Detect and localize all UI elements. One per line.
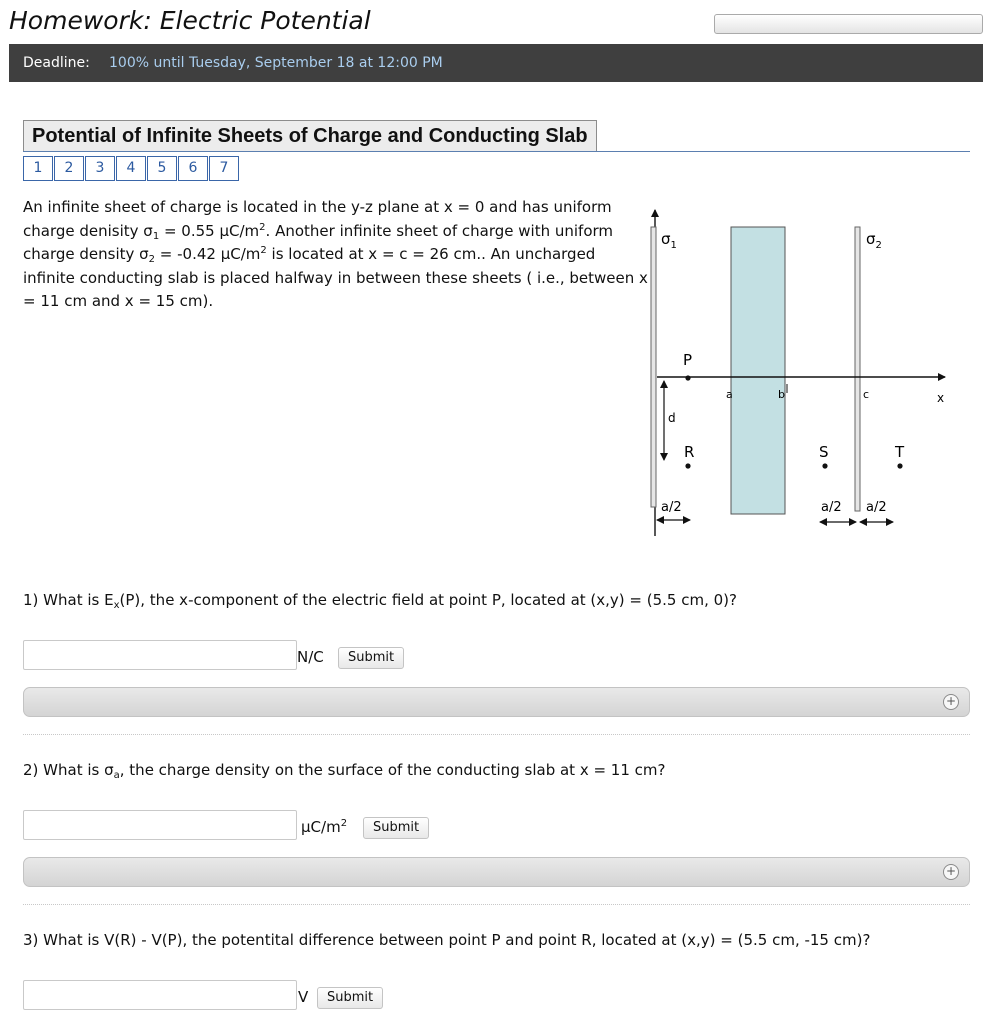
answer-input-2[interactable]: [23, 810, 297, 840]
half-a-label-3: a/2: [866, 500, 887, 515]
page-tab-4[interactable]: 4: [116, 156, 146, 181]
conducting-slab: [731, 227, 785, 514]
unit-label-3: V: [298, 988, 309, 1006]
top-right-control[interactable]: [714, 14, 983, 34]
label-d: d: [668, 411, 676, 425]
question-1: 1) What is $E_x(P)$, the x-component of the electric field at point P, located at (x,y) = (5.5 cm, 0)?: [23, 591, 737, 611]
label-b: b: [778, 388, 785, 401]
charge-sheets-diagram: [640, 198, 970, 540]
unit-label-2: $\mu C/m^2$: [301, 818, 348, 836]
half-a-label-1: a/2: [661, 500, 682, 515]
label-c: c: [863, 388, 870, 401]
plus-icon[interactable]: +: [943, 864, 959, 880]
hint-bar-2[interactable]: [23, 857, 970, 887]
divider-1: [23, 734, 970, 735]
submit-button-1[interactable]: Submit: [338, 647, 404, 669]
label-a: a: [726, 388, 733, 401]
deadline-bar: [9, 44, 983, 82]
page-tab-5[interactable]: 5: [147, 156, 177, 181]
plus-icon[interactable]: +: [943, 694, 959, 710]
point-r: [685, 463, 690, 468]
answer-input-1[interactable]: [23, 640, 297, 670]
deadline-label: Deadline:: [23, 55, 90, 71]
title-divider: [23, 151, 970, 152]
divider-2: [23, 904, 970, 905]
page-tab-1[interactable]: 1: [23, 156, 53, 181]
sheet-1: [651, 227, 656, 507]
answer-input-3[interactable]: [23, 980, 297, 1010]
point-t: [897, 463, 902, 468]
label-p: P: [683, 351, 693, 369]
label-s: S: [819, 443, 829, 461]
half-a-label-2: a/2: [821, 500, 842, 515]
sheet-2: [855, 227, 860, 511]
page-tab-7[interactable]: 7: [209, 156, 239, 181]
point-p: [685, 375, 690, 380]
unit-label-1: N/C: [297, 648, 324, 666]
question-2: 2) What is $\sigma_a$, the charge density on the surface of the conducting slab at x = 11 cm?: [23, 761, 666, 781]
point-s: [822, 463, 827, 468]
submit-button-3[interactable]: Submit: [317, 987, 383, 1009]
label-t: T: [895, 443, 905, 461]
homework-title: Homework: Electric Potential: [9, 6, 371, 35]
sigma-2-label: $\sigma_2$: [866, 230, 882, 251]
deadline-text: 100% until Tuesday, September 18 at 12:00 PM: [109, 55, 443, 71]
submit-button-2[interactable]: Submit: [363, 817, 429, 839]
problem-statement: An infinite sheet of charge is located in the y-z plane at x = 0 and has uniform charge denisity $\sigma_1 = 0.55$ $\mu C/m^2$. Another infinite sheet of charge with uniform charge density $\sigma_2 = -0.42$ $\mu C/m^2$ is located at x = c = 26 cm.. An uncharged infinite conducting slab is placed halfway in between these sheets ( i.e., between x = 11 cm and x = 15 cm).: [23, 198, 648, 310]
question-3: 3) What is V(R) - V(P), the potentital difference between point P and point R, located at (x,y) = (5.5 cm, -15 cm)?: [23, 931, 871, 949]
page-tab-3[interactable]: 3: [85, 156, 115, 181]
label-r: R: [684, 443, 695, 461]
problem-page-tabs: [23, 156, 240, 181]
sigma-1-label: $\sigma_1$: [661, 230, 677, 251]
hint-bar-1[interactable]: [23, 687, 970, 717]
x-axis-label: x: [937, 391, 945, 405]
problem-title: Potential of Infinite Sheets of Charge and Conducting Slab: [23, 120, 597, 152]
page-tab-6[interactable]: 6: [178, 156, 208, 181]
page-tab-2[interactable]: 2: [54, 156, 84, 181]
